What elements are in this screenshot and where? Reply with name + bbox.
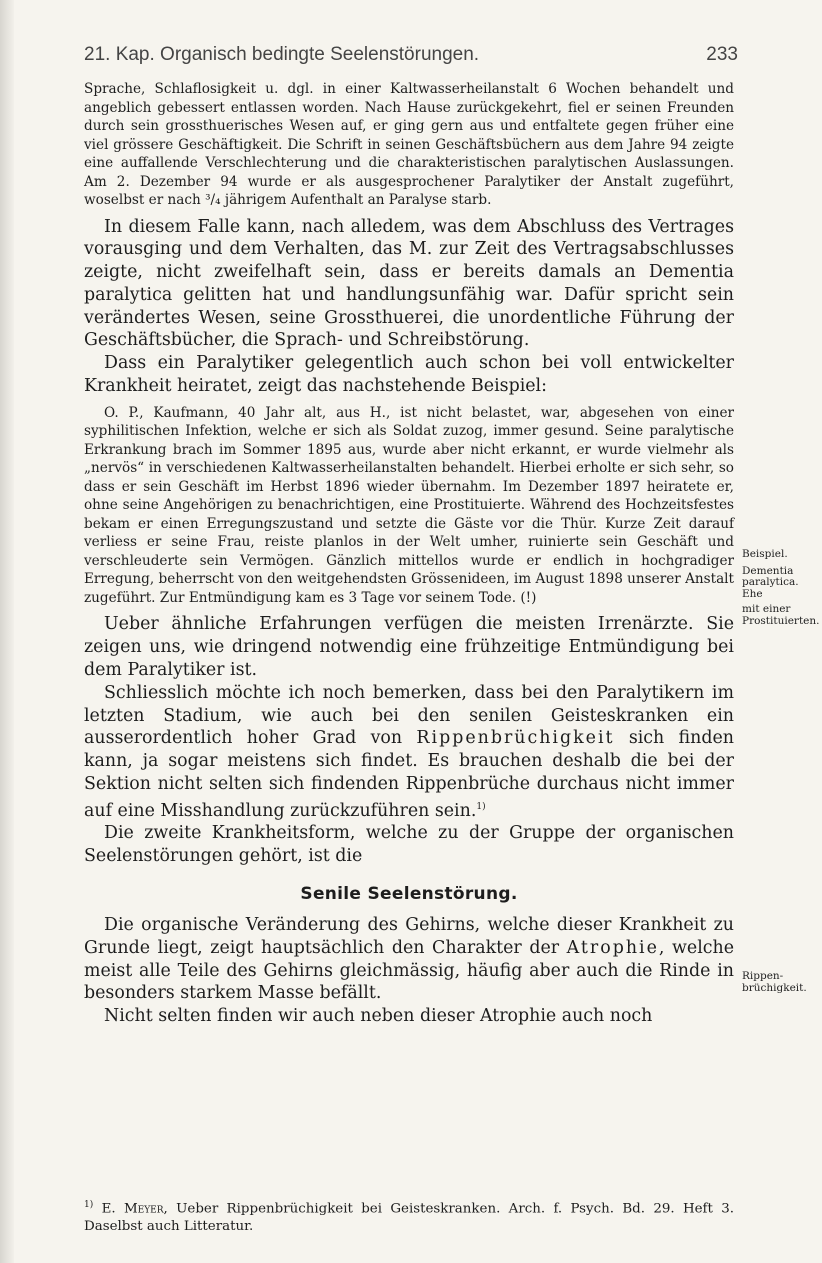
margin-note-line: Rippen-: [742, 970, 784, 982]
emphasis-rippenbruechigkeit: Rippenbrüchigkeit: [416, 728, 615, 749]
margin-note-line: Dementia: [742, 564, 794, 577]
footnote-text: , Ueber Rippenbrüchigkeit bei Geisteskranken. Arch. f. Psych. Bd. 29. Heft 3. Daselbst auch Litteratur.: [84, 1201, 734, 1235]
section-heading: Senile Seelenstörung.: [300, 883, 518, 904]
paragraph-example-intro: Dass ein Paralytiker gelegentlich auch schon bei voll entwickelter Krankheit heiratet, zeigt das nachstehende Beispiel:: [84, 353, 734, 397]
footnote-mark: 1): [84, 1200, 94, 1210]
footnote-reference[interactable]: 1): [476, 801, 486, 812]
paragraph-conclusion: In diesem Falle kann, nach alledem, was dem Abschluss des Vertrages vorausging und dem Verhalten, das M. zur Zeit des Vertragsabschlusses zeigte, nicht zweifelhaft sein, dass er bereits damals an Dementia paralytica gelitten hat und handlungsunfähig war. Dafür spricht sein verändertes Wesen, seine Grossthuerei, die unordentliche Führung der Geschäftsbücher, die Sprach- und Schreibstörung.: [84, 216, 734, 351]
running-header: [84, 44, 738, 70]
paragraph-experience: Ueber ähnliche Erfahrungen verfügen die meisten Irrenärzte. Sie zeigen uns, wie dringend notwendig eine frühzeitige Entmündigung bei dem Paralytiker ist.: [84, 614, 734, 680]
page-number: 233: [706, 44, 738, 65]
paragraph-second-form: Die zweite Krankheitsform, welche zu der Gruppe der organischen Seelenstörungen gehört, ist die: [84, 823, 734, 867]
margin-note-line: Prostituierten.: [742, 614, 820, 627]
text-segment: Die organische Veränderung des Gehirns, welche dieser Krankheit zu Grunde liegt, zeigt hauptsächlich den Charakter der: [84, 914, 734, 958]
emphasis-atrophie: Atrophie: [566, 937, 659, 958]
paragraph-continuation: Nicht selten finden wir auch neben dieser Atrophie auch noch: [104, 1006, 653, 1027]
margin-note-line: mit einer: [742, 603, 791, 615]
margin-note-beispiel: [742, 549, 822, 627]
text-segment: Schliesslich möchte ich noch bemerken, dass bei den Paralytikern im letzten Stadium, wie auch bei den senilen Geisteskranken ein ausserordentlich hoher Grad von: [84, 682, 734, 749]
paragraph-rib-fragility: [84, 682, 734, 823]
margin-note-line: Beispiel.: [742, 548, 788, 560]
margin-note-line: paralytica. Ehe: [742, 576, 799, 600]
paragraph-case-op: O. P., Kaufmann, 40 Jahr alt, aus H., ist nicht belastet, war, abgesehen von einer syphilitischen Infektion, welche er sich als Soldat zuzog, immer gesund. Seine paralytische Erkrankung brach im Sommer 1895 aus, wurde aber nicht erkannt, er wurde vielmehr als „nervös“ in verschiedenen Kaltwasserheilanstalten behandelt. Hierbei erholte er sich sehr, so dass er sein Geschäft im Herbst 1896 wieder übernahm. Im Dezember 1897 heiratete er, ohne seine Angehörigen zu benachrichtigen, eine Prostituierte. Während des Hochzeitsfestes bekam er einen Erregungszustand und setzte die Gäste vor die Thür. Kurze Zeit darauf verliess er seine Frau, reiste planlos in der Welt umher, ruinierte sein Geschäft und verschleuderte sein Vermögen. Gänzlich mittellos wurde er endlich in hochgradiger Erregung, beherrscht von den weitgehendsten Grössenideen, im August 1898 unserer Anstalt zugeführt. Zur Entmündigung kam es 3 Tage vor seinem Tode. (!): [84, 404, 734, 606]
footnote-author: E. Meyer: [101, 1201, 164, 1217]
paragraph-atrophy: [84, 914, 734, 1005]
page-edge-shadow: [0, 0, 14, 1263]
margin-note-rippenbruechigkeit: [742, 971, 822, 994]
text-segment: sich finden kann, ja sogar meistens sich findet. Es brauchen deshalb die bei der Sektion nicht selten sich findenden Rippenbrüche durchaus nicht immer auf eine Misshandlung zurückzuführen sein.: [84, 728, 734, 821]
paragraph-case-m-end: Sprache, Schlaflosigkeit u. dgl. in einer Kaltwasserheilanstalt 6 Wochen behandelt und angeblich gebessert entlassen worden. Nach Hause zurückgekehrt, fiel er seinen Freunden durch sein grossthuerisches Wesen auf, er ging gern aus und entfaltete gegen früher eine viel grössere Geschäftigkeit. Die Schrift in seinen Geschäftsbüchern aus dem Jahre 94 zeigte eine auffallende Verschlechterung und die charakteristischen paralytischen Auslassungen. Am 2. Dezember 94 wurde er als ausgesprochener Paralytiker der Anstalt zugeführt, woselbst er nach ³/₄ jährigem Aufenthalt an Paralyse starb.: [84, 81, 734, 208]
footnote: [84, 1196, 734, 1236]
margin-note-line: brüchigkeit.: [742, 981, 807, 994]
chapter-title: 21. Kap. Organisch bedingte Seelenstörungen.: [84, 44, 480, 65]
text-segment: , welche meist alle Teile des Gehirns gleichmässig, häufig aber auch die Rinde in besonders starkem Masse befällt.: [84, 937, 734, 1004]
main-text: [84, 80, 734, 1028]
